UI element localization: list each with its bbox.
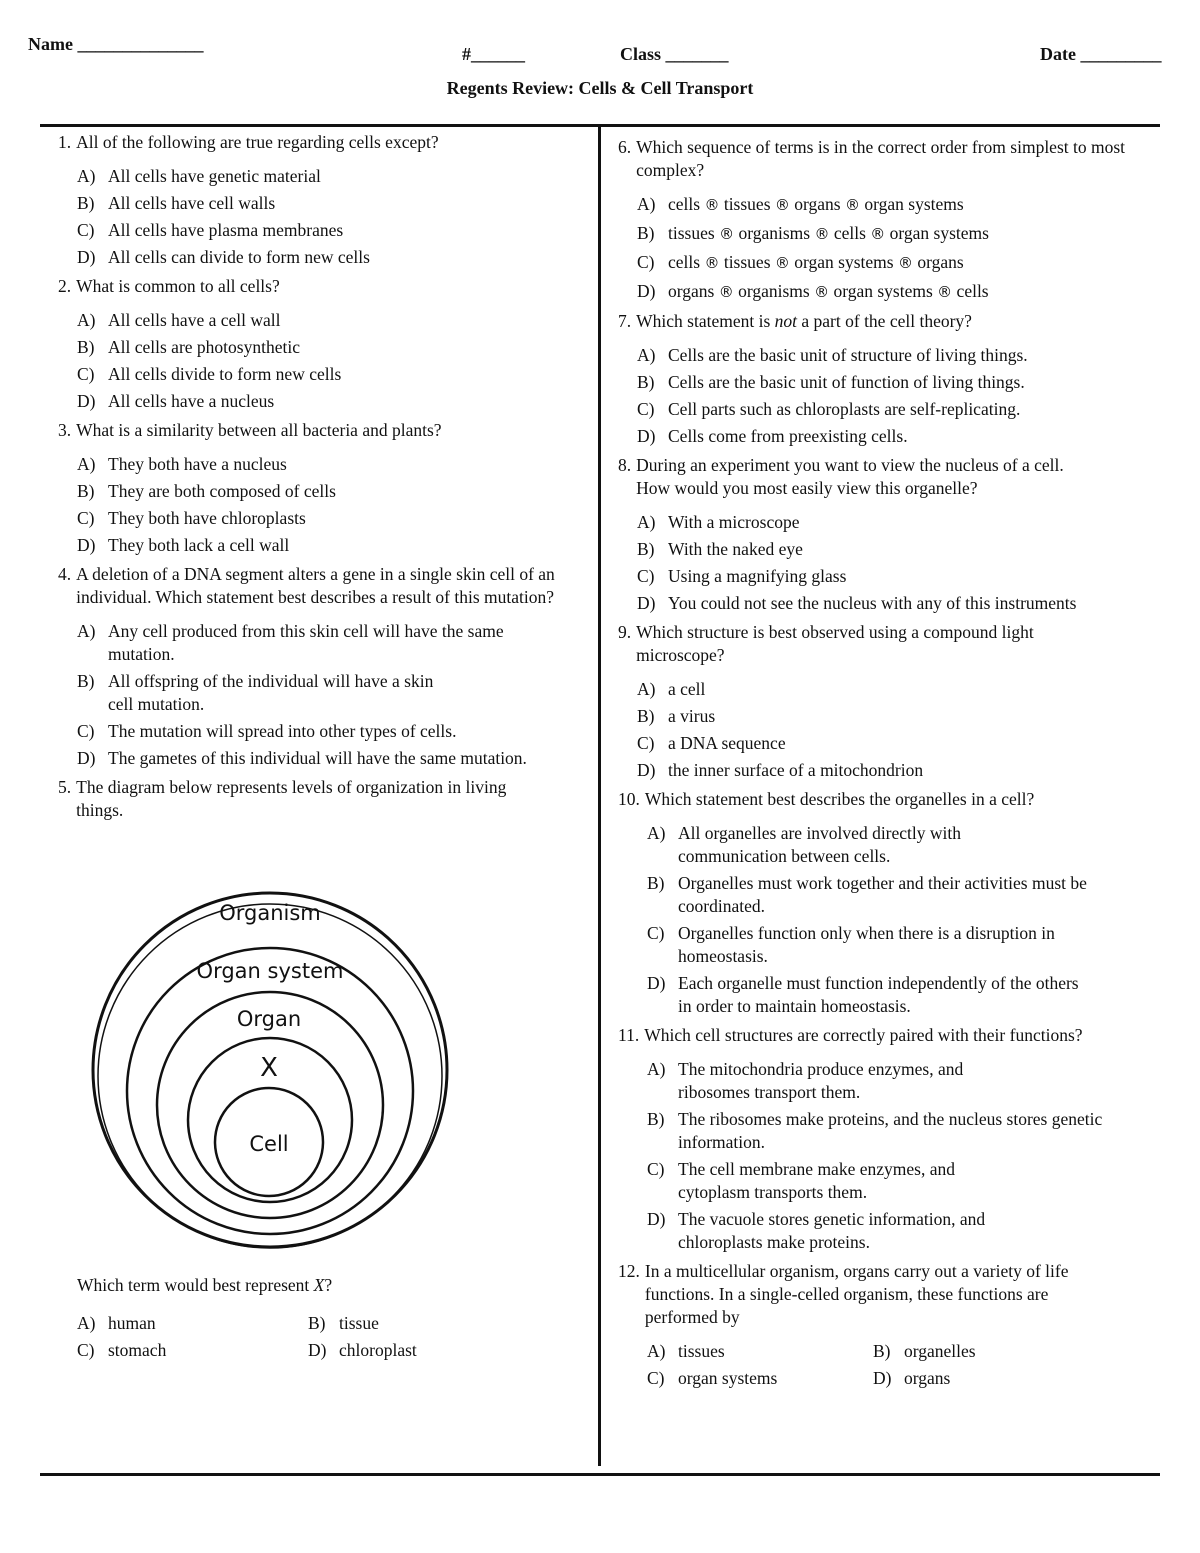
term: cells	[668, 194, 701, 214]
option-text: stomach	[108, 1340, 167, 1360]
option-text: The cell membrane make enzymes, and cytoplasm transports them.	[678, 1159, 955, 1202]
question-9	[618, 621, 1148, 782]
question-text: During an experiment you want to view the nucleus of a cell. How would you most easily view this organelle?	[636, 455, 1064, 498]
option-text: a virus	[668, 706, 716, 726]
question-2	[58, 275, 583, 413]
option-letter: D)	[647, 973, 666, 993]
option-text: All cells can divide to form new cells	[108, 247, 370, 267]
option-letter: C)	[647, 923, 665, 943]
question-number: 1.	[58, 132, 72, 152]
term: organs	[917, 252, 964, 272]
question-4	[58, 563, 583, 770]
question-6	[618, 136, 1148, 304]
term: cells	[833, 223, 866, 243]
term: organ systems	[833, 281, 933, 301]
question-number: 10.	[618, 789, 640, 809]
option-text: human	[108, 1313, 156, 1333]
option-letter: B)	[77, 193, 95, 213]
question-number: 7.	[618, 311, 632, 331]
option-text: Organelles must work together and their activities must be coordinated.	[678, 873, 1087, 916]
option-letter: B)	[77, 481, 95, 501]
option-letter: D)	[873, 1368, 892, 1388]
option-text: They both have a nucleus	[108, 454, 287, 474]
answer-option	[637, 538, 1148, 561]
answer-option	[647, 972, 1087, 1018]
option-letter: A)	[647, 1059, 666, 1079]
option-text: You could not see the nucleus with any of this instruments	[668, 593, 1077, 613]
option-text: All cells are photosynthetic	[108, 337, 300, 357]
answer-option	[637, 344, 1148, 367]
option-letter: D)	[77, 391, 96, 411]
option-text	[668, 251, 1148, 275]
answer-option	[77, 620, 562, 666]
option-letter: A)	[637, 194, 656, 214]
q5-subquestion	[77, 1275, 332, 1296]
question-text-part: Which statement is	[636, 311, 775, 331]
answer-option	[637, 193, 1148, 217]
right-column	[618, 136, 1148, 1396]
question-text-part: a part of the cell theory?	[797, 311, 972, 331]
option-letter: C)	[77, 508, 95, 528]
term: tissues	[723, 252, 771, 272]
answer-option	[637, 425, 1148, 448]
question-number: 6.	[618, 137, 632, 157]
answer-option	[647, 1158, 1112, 1204]
answer-option	[77, 246, 583, 269]
option-text: the inner surface of a mitochondrion	[668, 760, 924, 780]
option-text: The ribosomes make proteins, and the nucleus stores genetic information.	[678, 1109, 1103, 1152]
option-letter: A)	[77, 166, 96, 186]
question-3	[58, 419, 583, 557]
subquestion-mark: ?	[324, 1275, 333, 1295]
option-text: chloroplast	[339, 1340, 417, 1360]
answer-option	[77, 363, 583, 386]
option-text: They are both composed of cells	[108, 481, 336, 501]
question-text: Which sequence of terms is in the correct order from simplest to most complex?	[636, 137, 1126, 180]
answer-option	[637, 565, 1148, 588]
option-letter: C)	[77, 1340, 95, 1360]
answer-option	[647, 1367, 873, 1390]
question-text: What is common to all cells?	[76, 276, 280, 296]
option-letter: C)	[77, 721, 95, 741]
option-text	[668, 222, 1148, 246]
option-letter: D)	[637, 426, 656, 446]
term: organisms	[738, 223, 811, 243]
option-text: All cells divide to form new cells	[108, 364, 342, 384]
subquestion-text: Which term would best represent	[77, 1275, 314, 1295]
option-letter: A)	[77, 454, 96, 474]
option-letter: A)	[637, 512, 656, 532]
question-number: 3.	[58, 420, 72, 440]
question-text: Which cell structures are correctly paired with their functions?	[644, 1025, 1083, 1045]
term: tissues	[723, 194, 771, 214]
option-text: Cells are the basic unit of function of living things.	[668, 372, 1025, 392]
question-5	[58, 776, 583, 822]
term: organ systems	[794, 252, 894, 272]
answer-option	[637, 678, 1148, 701]
option-letter: A)	[647, 823, 666, 843]
question-number: 4.	[58, 564, 72, 584]
option-letter: A)	[637, 679, 656, 699]
option-letter: B)	[77, 337, 95, 357]
answer-option	[647, 872, 1087, 918]
page-title: Regents Review: Cells & Cell Transport	[446, 78, 754, 98]
option-text: The mitochondria produce enzymes, and ribosomes transport them.	[678, 1059, 964, 1102]
option-letter: D)	[647, 1209, 666, 1229]
term: tissues	[668, 223, 715, 243]
answer-option	[637, 280, 1148, 304]
option-text: The mutation will spread into other types of cells.	[108, 721, 457, 741]
question-number: 5.	[58, 777, 72, 797]
arrow-icon: ®	[774, 196, 790, 214]
answer-option	[637, 759, 1148, 782]
label-organ-system: Organ system	[196, 959, 344, 983]
option-text: They both have chloroplasts	[108, 508, 306, 528]
arrow-icon: ®	[704, 254, 720, 272]
option-letter: A)	[77, 1313, 96, 1333]
answer-option	[637, 732, 1148, 755]
answer-option	[647, 822, 1087, 868]
option-letter: B)	[308, 1313, 326, 1333]
arrow-icon: ®	[814, 283, 830, 301]
question-1	[58, 131, 583, 269]
answer-option	[637, 398, 1148, 421]
answer-option	[873, 1367, 1148, 1390]
answer-option	[77, 534, 583, 557]
label-cell: Cell	[249, 1132, 289, 1156]
answer-option	[77, 507, 583, 530]
option-letter: D)	[77, 247, 96, 267]
option-text: Any cell produced from this skin cell will have the same mutation.	[108, 621, 504, 664]
option-text: tissue	[339, 1313, 379, 1333]
answer-option	[308, 1339, 577, 1362]
question-10	[618, 788, 1148, 1018]
answer-option	[77, 219, 583, 242]
organization-levels-diagram	[80, 880, 460, 1260]
date-field: Date _________	[1040, 44, 1162, 64]
answer-option	[647, 922, 1087, 968]
answer-option	[637, 222, 1148, 246]
answer-option	[647, 1340, 873, 1363]
option-letter: A)	[647, 1341, 666, 1361]
option-letter: C)	[637, 399, 655, 419]
option-letter: C)	[637, 252, 655, 272]
arrow-icon: ®	[844, 196, 860, 214]
question-number: 12.	[618, 1261, 640, 1281]
question-12	[618, 1260, 1148, 1390]
option-text: Using a magnifying glass	[668, 566, 847, 586]
answer-option	[77, 1339, 308, 1362]
arrow-icon: ®	[870, 225, 886, 243]
option-letter: B)	[647, 1109, 665, 1129]
question-7	[618, 310, 1148, 448]
left-column	[58, 131, 583, 833]
option-letter: B)	[637, 223, 655, 243]
arrow-icon: ®	[814, 225, 830, 243]
option-text: All cells have cell walls	[108, 193, 276, 213]
answer-option	[637, 592, 1148, 615]
answer-option	[77, 309, 583, 332]
option-letter: D)	[77, 535, 96, 555]
option-text: All cells have a cell wall	[108, 310, 281, 330]
answer-option	[77, 670, 562, 716]
option-letter: D)	[308, 1340, 327, 1360]
question-text: In a multicellular organism, organs carry out a variety of life functions. In a single-celled organism, these functions are performed by	[644, 1261, 1069, 1327]
option-letter: A)	[77, 310, 96, 330]
answer-option	[637, 251, 1148, 275]
option-letter: D)	[637, 281, 656, 301]
label-x: X	[260, 1053, 278, 1083]
number-field: #______	[462, 44, 525, 64]
option-text: All cells have genetic material	[108, 166, 321, 186]
term: organisms	[738, 281, 810, 301]
question-text: The diagram below represents levels of organization in living things.	[76, 777, 507, 820]
answer-option	[77, 720, 562, 743]
option-letter: B)	[637, 539, 655, 559]
column-divider	[598, 126, 601, 1466]
label-organ: Organ	[236, 1007, 302, 1031]
option-text	[668, 193, 1148, 217]
option-letter: D)	[637, 760, 656, 780]
name-field: Name ______________	[28, 34, 204, 54]
answer-option	[637, 511, 1148, 534]
question-text: A deletion of a DNA segment alters a gene in a single skin cell of an individual. Which statement best describes a result of this mutation?	[76, 564, 555, 607]
answer-option	[647, 1058, 1112, 1104]
option-text: All cells have a nucleus	[108, 391, 275, 411]
option-letter: D)	[77, 748, 96, 768]
arrow-icon: ®	[704, 196, 720, 214]
answer-option	[77, 747, 562, 770]
q5-options	[77, 1312, 577, 1368]
question-number: 11.	[618, 1025, 640, 1045]
option-letter: B)	[873, 1341, 891, 1361]
question-text: All of the following are true regarding cells except?	[76, 132, 439, 152]
answer-option	[647, 1108, 1112, 1154]
option-text: The gametes of this individual will have the same mutation.	[108, 748, 527, 768]
question-text	[636, 310, 1148, 333]
option-letter: D)	[637, 593, 656, 613]
option-letter: C)	[647, 1368, 665, 1388]
arrow-icon: ®	[718, 283, 734, 301]
answer-option	[637, 371, 1148, 394]
answer-option	[77, 336, 583, 359]
option-letter: A)	[637, 345, 656, 365]
option-text: organ systems	[678, 1368, 778, 1388]
emphasis: not	[774, 311, 798, 331]
question-11	[618, 1024, 1148, 1254]
question-text: What is a similarity between all bacteria and plants?	[76, 420, 442, 440]
term: organs	[794, 194, 841, 214]
term: organ systems	[889, 223, 989, 243]
arrow-icon: ®	[719, 225, 735, 243]
option-letter: B)	[77, 671, 95, 691]
label-organism: Organism	[219, 901, 321, 925]
answer-option	[77, 165, 583, 188]
option-text: a DNA sequence	[668, 733, 786, 753]
answer-option	[647, 1208, 1112, 1254]
option-text: Each organelle must function independently of the others in order to maintain homeostasis.	[678, 973, 1079, 1016]
option-letter: B)	[637, 372, 655, 392]
option-text: The vacuole stores genetic information, and chloroplasts make proteins.	[678, 1209, 986, 1252]
bottom-rule	[40, 1473, 1160, 1476]
answer-option	[637, 705, 1148, 728]
option-text: organs	[904, 1368, 951, 1388]
term: cells	[668, 252, 701, 272]
option-text: Cell parts such as chloroplasts are self-replicating.	[668, 399, 1021, 419]
option-text: They both lack a cell wall	[108, 535, 290, 555]
class-field: Class _______	[620, 44, 729, 64]
option-letter: B)	[647, 873, 665, 893]
term: organ systems	[864, 194, 964, 214]
arrow-icon: ®	[897, 254, 913, 272]
option-text: All organelles are involved directly with communication between cells.	[678, 823, 961, 866]
option-text: With the naked eye	[668, 539, 803, 559]
term: organs	[668, 281, 715, 301]
answer-option	[77, 1312, 308, 1335]
option-letter: C)	[647, 1159, 665, 1179]
option-letter: C)	[637, 733, 655, 753]
option-text	[668, 280, 1148, 304]
question-text: Which statement best describes the organelles in a cell?	[644, 789, 1035, 809]
question-number: 2.	[58, 276, 72, 296]
option-letter: C)	[637, 566, 655, 586]
arrow-icon: ®	[937, 283, 953, 301]
option-text: a cell	[668, 679, 706, 699]
arrow-icon: ®	[774, 254, 790, 272]
answer-option	[77, 192, 583, 215]
option-text: Organelles function only when there is a disruption in homeostasis.	[678, 923, 1055, 966]
answer-option	[308, 1312, 577, 1335]
answer-option	[873, 1340, 1148, 1363]
option-text: organelles	[904, 1341, 976, 1361]
option-text: Cells are the basic unit of structure of living things.	[668, 345, 1028, 365]
answer-option	[77, 453, 583, 476]
variable-x: X	[313, 1275, 325, 1295]
option-letter: C)	[77, 220, 95, 240]
option-letter: B)	[637, 706, 655, 726]
option-text: Cells come from preexisting cells.	[668, 426, 908, 446]
option-text: All offspring of the individual will have a skin cell mutation.	[108, 671, 434, 714]
option-text: All cells have plasma membranes	[108, 220, 344, 240]
option-text: With a microscope	[668, 512, 800, 532]
question-number: 9.	[618, 622, 632, 642]
question-8	[618, 454, 1148, 615]
answer-option	[77, 390, 583, 413]
answer-option	[77, 480, 583, 503]
option-letter: A)	[77, 621, 96, 641]
question-text: Which structure is best observed using a compound light microscope?	[636, 622, 1034, 665]
option-letter: C)	[77, 364, 95, 384]
option-text: tissues	[678, 1341, 725, 1361]
question-number: 8.	[618, 455, 632, 475]
term: cells	[956, 281, 989, 301]
